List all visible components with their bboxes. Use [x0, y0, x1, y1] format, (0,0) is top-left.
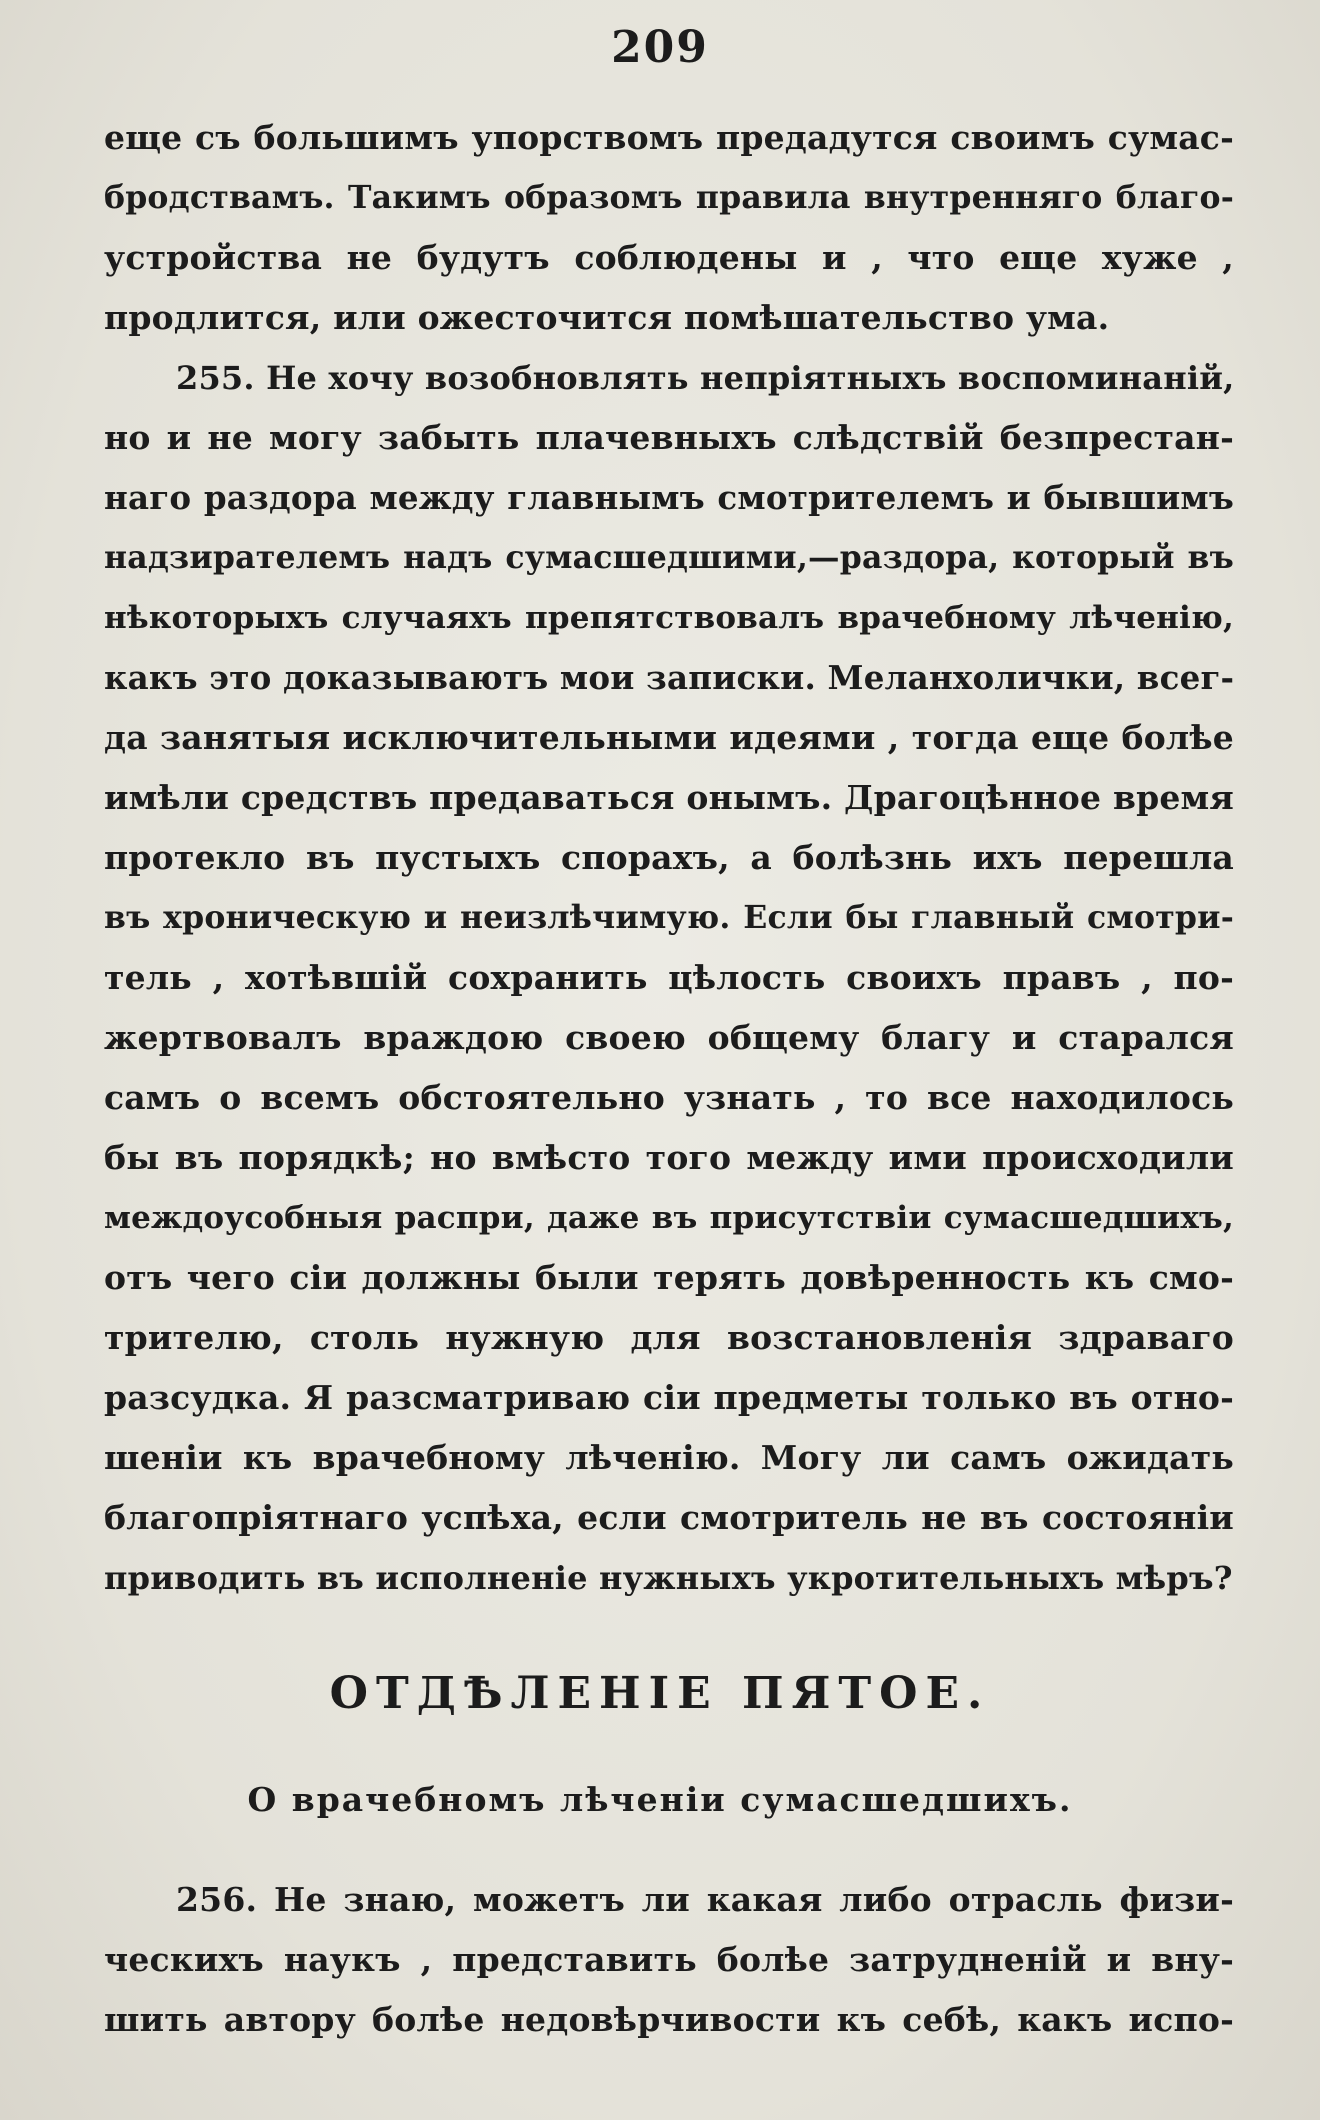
text-line: 255. Не хочу возобновлять непріятныхъ воспоминаній,	[176, 359, 1235, 397]
text-line: отъ чего сіи должны были терять довѣренность къ смо-	[104, 1258, 1234, 1297]
text-line: имѣли средствъ предаваться онымъ. Драгоцѣнное время	[104, 778, 1234, 817]
text-line: трителю, столь нужную для возстановленія здраваго	[104, 1318, 1234, 1357]
text-block-lower	[104, 1870, 1234, 2050]
text-line: устройства не будутъ соблюдены и , что еще хуже ,	[104, 238, 1234, 277]
text-line: да занятыя исключительными идеями , тогда еще болѣе	[104, 718, 1234, 757]
section-title: ОТДѢЛЕНІЕ ПЯТОЕ.	[329, 1668, 991, 1719]
text-line: надзирателемъ надъ сумасшедшими,—раздора, который въ	[104, 539, 1234, 576]
text-line: приводить въ исполненіе нужныхъ укротительныхъ мѣръ?	[104, 1559, 1233, 1597]
text-line: тель , хотѣвшій сохранить цѣлость своихъ правъ , по-	[104, 958, 1234, 997]
text-line: бы въ порядкѣ; но вмѣсто того между ими происходили	[104, 1138, 1234, 1177]
text-line: продлится, или ожесточится помѣшательство ума.	[104, 298, 1110, 337]
text-line: какъ это доказываютъ мои записки. Меланхолички, всег-	[104, 658, 1235, 697]
section-subtitle: О врачебномъ лѣченіи сумасшедшихъ.	[247, 1780, 1073, 1819]
text-line: въ хроническую и неизлѣчимую. Если бы главный смотри-	[104, 899, 1234, 936]
page-number: 209	[611, 22, 709, 73]
text-line: но и не могу забыть плачевныхъ слѣдствій безпрестан-	[104, 418, 1234, 457]
text-line: самъ о всемъ обстоятельно узнать , то все находилось	[104, 1078, 1234, 1117]
text-block-upper	[104, 108, 1234, 1608]
text-line: ческихъ наукъ , представить болѣе затрудненій и вну-	[104, 1940, 1234, 1979]
text-line: еще съ большимъ упорствомъ предадутся своимъ сумас-	[104, 118, 1234, 157]
text-line: разсудка. Я разсматриваю сіи предметы только въ отно-	[104, 1378, 1234, 1417]
text-line: наго раздора между главнымъ смотрителемъ и бывшимъ	[104, 478, 1234, 517]
text-line: 256. Не знаю, можетъ ли какая либо отрасль физи-	[176, 1880, 1234, 1919]
text-line: нѣкоторыхъ случаяхъ препятствовалъ врачебному лѣченію,	[104, 600, 1234, 636]
text-line: шеніи къ врачебному лѣченію. Могу ли самъ ожидать	[104, 1438, 1234, 1477]
text-line: жертвовалъ враждою своею общему благу и старался	[104, 1018, 1234, 1057]
text-line: бродствамъ. Такимъ образомъ правила внутренняго благо-	[104, 179, 1234, 216]
text-line: протекло въ пустыхъ спорахъ, а болѣзнь ихъ перешла	[104, 838, 1234, 877]
text-line: благопріятнаго успѣха, если смотритель не въ состояніи	[104, 1498, 1234, 1537]
text-line: шить автору болѣе недовѣрчивости къ себѣ, какъ испо-	[104, 2000, 1234, 2039]
text-line: междоусобныя распри, даже въ присутствіи сумасшедшихъ,	[104, 1200, 1234, 1236]
